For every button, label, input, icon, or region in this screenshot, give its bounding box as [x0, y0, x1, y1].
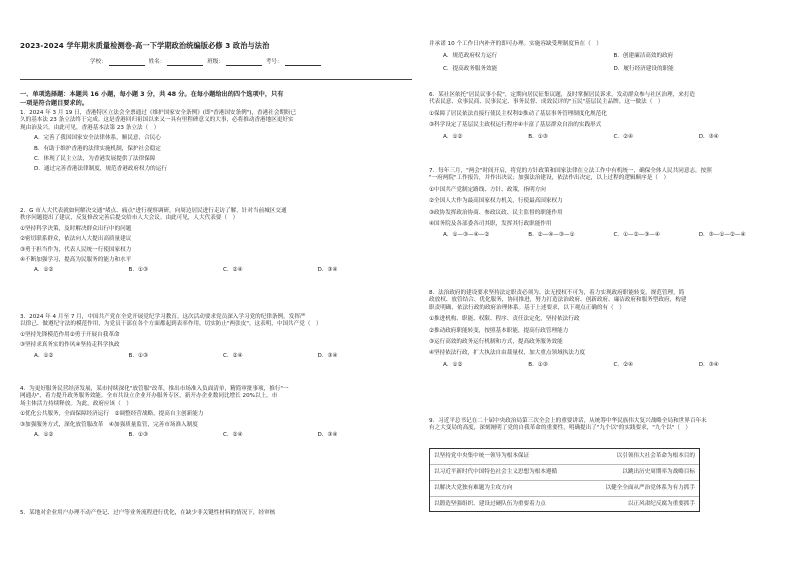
q2-stem-1: 2．G 市人大代表就如何解决交通"堵点、痛点"进行视察调研，向周边居民进行走访了解，针对当前城区交通	[20, 208, 287, 214]
q4-options	[20, 432, 412, 439]
q6-statement-3-4: ③科学设定了基层民主政权运行程序④丰富了基层群众自治的实践形式	[429, 122, 602, 129]
page-title: 2023-2024 学年期末质量检测卷-高一下学期政治统编版必修 3 政治与法治	[20, 41, 270, 50]
q4-option-a[interactable]: A．①②	[34, 431, 54, 438]
q9-box-cell: 以坚持党中央集中统一领导为根本保证	[434, 452, 530, 459]
q8-statement-4: ④坚持依法行政，扩大执法自由裁量权，加大重点领域执法力度	[429, 350, 586, 357]
q8-stem-3: 职责明确、依法行政的政府治理体系。基于上述要求，以下观点正确的有（ ）	[429, 304, 625, 311]
class-blank[interactable]	[226, 60, 262, 66]
id-blank[interactable]	[285, 60, 321, 66]
q2-statement-3: ③勇于担当作为，代表人民统一行使国家权力	[20, 246, 132, 253]
q6-option-a[interactable]: A．①②	[443, 133, 463, 140]
q3-option-d[interactable]: D．③④	[317, 352, 338, 359]
q5-option-c[interactable]: C．提高政务服务效能	[443, 65, 498, 72]
q1-option-d[interactable]: D．通过完善香港法律制度，规范香港政府权力的运行	[34, 166, 167, 173]
q6-options	[429, 134, 784, 141]
q5-option-b[interactable]: B．创建廉洁高效的政府	[613, 53, 674, 60]
question-9	[429, 418, 784, 433]
q2-option-a[interactable]: A．①②	[34, 267, 54, 274]
q4-statement-3-4: ③加强服务方式，深化放管服改革 ④加强质量监管，完善市场准入制度	[20, 421, 198, 428]
q1-option-a[interactable]: A．完善了我国国家安全法律体系，顺民意，合民心	[34, 135, 161, 142]
q8-option-d[interactable]: D．③④	[698, 361, 719, 368]
q9-box-cell: 以引领伟大社会革命为根本目的	[616, 452, 695, 459]
q8-option-a[interactable]: A．①②	[443, 361, 463, 368]
q7-stem-2: "一府两院"工作报告，并作出决议；加强法治建设，依法作出决定，以上过程的逻辑顺序是（ ）	[429, 175, 670, 182]
q6-option-c[interactable]: C．②④	[613, 133, 634, 140]
q2-statement-2: ②密切联系群众，依法向人大提出高质量建议	[20, 236, 132, 243]
section-heading-line-1: 一、单项选择题：本题共 16 小题，每小题 3 分，共 48 分。在每小题给出的四个选项中，只有	[20, 91, 284, 98]
q2-option-c[interactable]: C．②④	[223, 267, 243, 274]
q7-options	[429, 232, 784, 239]
q4-stem-3: 场主体活力持续释放。为此，政府应该（ ）	[20, 400, 132, 407]
q9-box-row-4	[430, 497, 699, 513]
q3-options	[20, 353, 412, 360]
q2-statement-1: ①坚持科学决策，及时解决群众出行中的问题	[20, 225, 132, 232]
question-7	[429, 168, 784, 240]
q4-stem-1: 4．为更好服务民营经济发展，某市持续深化"放管服"改革，推出市场准入负面清单，精简审批事项，推行"一	[20, 386, 289, 392]
q3-option-a[interactable]: A．①②	[34, 352, 54, 359]
q8-statement-3: ③运行高效的政务运行机制和方式，提高政务服务效能	[429, 338, 563, 345]
section-heading	[20, 90, 412, 109]
q1-stem-3: 现由治及兴。由此可见，香港基本法第 23 条立法（ ）	[20, 124, 160, 131]
q2-option-b[interactable]: B．①③	[128, 267, 148, 274]
q2-stem-2: 秩序问题提出了建议，反复修改完善后提交给市人大会议。由此可见，人大代表要（ ）	[20, 215, 239, 222]
q8-statement-2: ②推动政府职能转变，按照基本职能，提高行政管理能力	[429, 327, 569, 334]
q3-statement-3-4: ③坚持求真务实的作风④坚持走科学执政	[20, 342, 120, 349]
q6-option-d[interactable]: D．③④	[698, 133, 719, 140]
q9-box-cell: 以解决大党独有难题为主攻方向	[434, 484, 513, 491]
q4-option-b[interactable]: B．①③	[128, 431, 148, 438]
q7-statement-3: ③政协发挥政治协商、参政议政、民主监督的职能作用	[429, 209, 563, 216]
q5-option-a[interactable]: A．规范政府权力运行	[443, 53, 498, 60]
question-5-start	[20, 510, 412, 517]
q1-option-b[interactable]: B．有助于维护香港的法律实施机制，保护社会稳定	[34, 145, 161, 152]
school-label: 学校：	[90, 59, 107, 65]
q9-box-cell: 以正风肃纪反腐为重要抓手	[627, 501, 695, 508]
q9-stem-2: 有之大变局的高度，深刻阐明了党的自我革命的重要性，明确提出了"九个以"的实践要求，"九个以"（ ）	[429, 425, 692, 432]
q5-options-row-2	[429, 66, 784, 73]
q3-option-c[interactable]: C．②④	[223, 352, 243, 359]
name-blank[interactable]	[167, 60, 203, 66]
q4-stem-2: 网通办"，着力提升政务服务效能。全市共设立企业开办服务专区，新开办企业数同比增长 20%以上，市	[20, 393, 278, 400]
school-blank[interactable]	[109, 60, 145, 66]
q8-options	[429, 362, 784, 369]
q3-option-b[interactable]: B．①③	[128, 352, 148, 359]
student-info-line	[90, 59, 370, 66]
q9-box-cell: 以健全全面从严治党体系为有力抓手	[605, 484, 695, 491]
q1-option-c[interactable]: C．体现了民主立法，为香港发展提供了法律保障	[34, 155, 156, 162]
q3-stem-1: 3．2024 年 4 月至 7 月，中国共产党在全党开展党纪学习教育。这次活动要求党员深入学习党的纪律条例，发挥严	[20, 314, 306, 320]
q4-statement-1-2: ①优化公共服务，全面保障经济运行 ②调整经营战略，提高自主创新能力	[20, 411, 204, 418]
q8-option-b[interactable]: B．①③	[528, 361, 548, 368]
q6-statement-1-2: ①保障了居民依法直接行使民主权利②推动了基层事务管理制度化规范化	[429, 110, 607, 117]
q9-box-row-1	[430, 449, 699, 465]
header-divider	[20, 79, 412, 80]
q7-statement-4: ④国务院及各部委各司其职，发挥其行政职能作用	[429, 220, 552, 227]
id-label: 考号：	[265, 59, 283, 65]
q7-statement-2: ②全国人大作为最高国家权力机关，行使最高国家权力	[429, 198, 563, 205]
q9-info-box	[429, 448, 700, 512]
q4-option-c[interactable]: C．②④	[223, 431, 243, 438]
q8-stem-2: 政放权、放管结合、优化服务，协同推进，努力打造法治政府、创新政府、廉洁政府和服务型政府，构建	[429, 297, 687, 304]
q1-stem-2: 久的基本法 23 条立法终于完成。这是香港回归祖国以来又一具有里程碑意义的大事，必将推动香港地区更好实	[20, 117, 294, 124]
question-8	[429, 290, 784, 369]
q2-options	[20, 267, 412, 274]
question-3	[20, 314, 412, 360]
name-label: 姓名：	[148, 59, 166, 65]
q7-option-c[interactable]: C．①—②—③—④	[613, 232, 660, 239]
q1-stem-1: 1．2024 年 3 月 19 日，香港特区立法会全票通过《维护国家安全条例》(即"香港国安条例")，香港社会期盼已	[20, 110, 297, 116]
q7-option-d[interactable]: D．③—①—②—④	[698, 232, 746, 239]
q9-box-row-2	[430, 465, 699, 481]
q5-stem-2: 并承诺 10 个工作日内补齐的即可办理。实施容缺受理制度旨在（ ）	[429, 41, 602, 47]
class-label: 班级：	[207, 59, 224, 65]
q7-statement-1: ①中国共产党制定路线、方针、政策，指明方向	[429, 186, 546, 193]
q9-box-row-3	[430, 481, 699, 497]
q6-stem-2: 代表民意、众事民商、民事民定、事务民督、成效民评的"五民"基层民主品牌。这一做法（ ）	[429, 99, 664, 106]
q9-box-cell: 以锻造坚强组织、建设过硬队伍为重要着力点	[434, 501, 546, 508]
q4-option-d[interactable]: D．③④	[317, 431, 338, 438]
q8-option-c[interactable]: C．②④	[613, 361, 634, 368]
q2-option-d[interactable]: D．③④	[317, 267, 338, 274]
q6-option-b[interactable]: B．①③	[528, 133, 548, 140]
q5-option-d[interactable]: D．履行经济建设的职能	[613, 65, 674, 72]
question-5-continued	[429, 41, 784, 73]
q9-box-cell: 以跳出历史周期率为战略目标	[622, 468, 695, 475]
q8-stem-1: 8．法治政府的建设要求坚持法定职责必须为、法无授权不可为，着力实现政府职能转变，规范管理，简	[429, 290, 685, 296]
q2-statement-4: ④不断加强学习，提高为民服务的能力和水平	[20, 256, 132, 263]
q6-stem-1: 6．某社区依托"居民议事小院"，定期向居民征集议题，及时掌握居民诉求，发动群众参与社区治理，来打造	[429, 92, 696, 98]
q7-option-a[interactable]: A．①—③—④—②	[443, 232, 490, 239]
question-1	[20, 110, 412, 174]
question-6	[429, 92, 784, 141]
question-2	[20, 208, 412, 275]
question-4	[20, 386, 412, 439]
q8-statement-1: ①推进机构、职能、权限、程序、责任法定化，坚持依法行政	[429, 316, 580, 323]
q5-options-row-1	[429, 53, 784, 60]
q3-stem-2: 以律己、做遵纪守法的模范作用，为党员干部在各个方面都起到表率作用，切实防止"两张皮"。这表明，中国共产党（ ）	[20, 321, 322, 328]
q5-stem-1: 5．某地对企业用户办理不动产登记、过户等业务流程进行优化，在缺少非关键性材料的情况下，经审核	[20, 510, 276, 516]
q7-option-b[interactable]: B．②—④—③—①	[528, 232, 575, 239]
q3-statement-1-2: ①坚持先锋模范作用②勇于开展自我革命	[20, 331, 120, 338]
q9-stem-1: 9．习近平总书记在二十届中央政治局第三次全会上的重要讲话，从统筹中华民族伟大复兴战略全局和世界百年未	[429, 418, 707, 424]
q7-stem-1: 7．每年三月，"两会"时间开启，将党的方针政策和国家法律在立法工作中有机统一，确保全体人民共同意志，按照	[429, 168, 712, 174]
q9-box-cell: 以习近平新时代中国特色社会主义思想为根本遵循	[434, 468, 558, 475]
section-heading-line-2: 一项是符合题目要求的。	[20, 100, 89, 108]
